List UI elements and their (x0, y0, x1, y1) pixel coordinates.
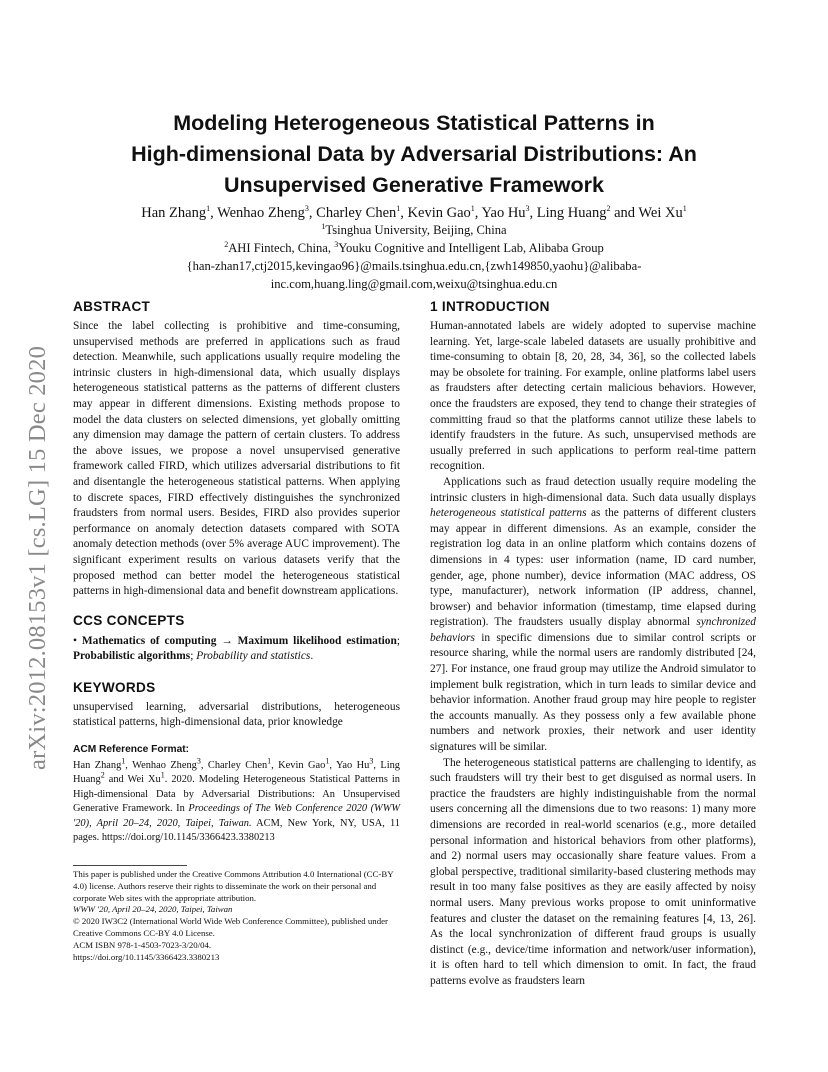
abstract-text: Since the label collecting is prohibitive and time-consuming, unsupervised methods are preferred in applications such as fraud detection. Meanwhile, such applications usually require modeling the intrinsic clusters in high-dimensional data, which usually displays heterogeneous statistical patterns as the patterns of different clusters may appear in different dimensions. Existing methods propose to model the data clusters on selected dimensions, yet globally omitting any dimension may damage the pattern of certain clusters. To address the above issues, we propose a novel unsupervised generative framework called FIRD, which utilizes adversarial distributions to fit and disentangle the heterogeneous statistical patterns. When applying to discrete spaces, FIRD effectively distinguishes the synchronized fraudsters from normal users. Besides, FIRD also provides superior performance on anomaly detection datasets compared with SOTA anomaly detection methods (over 5% average AUC improvement). The significant experiment results on various datasets verify that the proposed method can better model the heterogeneous statistical patterns in high-dimensional data and benefit downstream applications. (73, 320, 400, 598)
affiliation-text: AHI Fintech, China, (228, 241, 335, 255)
copyright-footnote (73, 869, 400, 963)
conference-note: WWW '20, April 20–24, 2020, Taipei, Taiwan (73, 904, 233, 915)
affiliation-mark: 1 (321, 221, 326, 231)
author-affiliation-mark: 1 (396, 204, 401, 214)
left-column (73, 298, 400, 846)
arxiv-stamp-text: arXiv:2012.08153v1 [cs.LG] 15 Dec 2020 (24, 345, 51, 770)
author-list (60, 204, 768, 223)
author-separator: , (308, 205, 317, 221)
affiliation-mark: 1 (121, 756, 126, 766)
author-name: Wenhao Zheng (217, 205, 305, 221)
affiliation-text: Youku Cognitive and Intelligent Lab, Alibaba Group (338, 241, 604, 255)
author-separator: , (210, 205, 218, 221)
reference-segment: , Yao Hu (329, 760, 370, 772)
title-line: Unsupervised Generative Framework (224, 173, 604, 197)
affiliation-mark: 2 (100, 771, 105, 780)
ccs-concepts-text (73, 634, 400, 665)
right-column (430, 298, 756, 990)
affiliation-mark: 3 (369, 756, 374, 766)
ccs-concept: Probabilistic algorithms (73, 650, 191, 663)
reference-segment: and Wei Xu (104, 774, 161, 786)
keywords-heading: KEYWORDS (73, 679, 156, 695)
author-affiliation-mark: 1 (682, 204, 687, 214)
emphasis: synchronized behaviors (430, 616, 756, 644)
author-name: Charley Chen (316, 205, 397, 221)
intro-paragraph-3: The heterogeneous statistical patterns are challenging to identify, as such fraudsters will try their best to get disguised as normal users. In practice the fraudsters are highly indistinguishable from the normal users concerning all the dimensions due to two reasons: 1) many more dimensions are recorded in real-world scenarios (e.g., more detailed personal information and historical behaviors from other platforms), and 2) normal users may occasionally share feature values. From a global perspective, traditional similarity-based clustering methods may result in too many false positives as they are easily affected by noisy normal users. Many previous works propose to omit uninformative features and cluster the dataset on the remaining features [4, 13, 26]. As the local synchronization of different fraud groups is usually distinct (e.g., device/time information and network/user information), it is often hard to tell which dimension to omit. In fact, the fraud patterns evolve as fraudsters learn (430, 756, 756, 987)
reference-segment: Han Zhang (73, 760, 122, 772)
acm-reference-text (73, 756, 401, 845)
author-separator: , (474, 205, 482, 221)
ccs-end: . (310, 650, 314, 663)
bullet-icon: • (73, 634, 77, 647)
reference-segment: ACM, New York, NY, USA, 11 pages. https://doi.org/10.1145/3366423.3380213 (73, 817, 400, 844)
author-name: Han Zhang (141, 205, 207, 221)
author-separator: , (529, 205, 537, 221)
intro-paragraph-2 (430, 475, 756, 756)
acm-reference-heading: ACM Reference Format: (73, 744, 190, 756)
affiliation-mark: 3 (196, 756, 201, 766)
footnote-divider (73, 865, 187, 866)
license-note: This paper is published under the Creative Commons Attribution 4.0 International (CC-BY 4.0) license. Authors reserve their rights to disseminate the work on their personal and corporate Web sites with the appropriate attribution. (73, 869, 394, 903)
copyright-note: © 2020 IW3C2 (International World Wide Web Conference Committee), published under Creative Commons CC-BY 4.0 License. (73, 916, 388, 938)
affiliation-2 (60, 240, 768, 257)
keywords-text: unsupervised learning, adversarial distributions, heterogeneous statistical patterns, high-dimensional data, prior knowledge (73, 700, 400, 729)
reference-segment: , Wenhao Zheng (125, 760, 197, 772)
author-separator: and (610, 205, 639, 221)
intro-paragraph-1: Human-annotated labels are widely adopted to supervise machine learning. Yet, large-scale labeled datasets are usually prohibitive and time-consuming to obtain [8, 20, 28, 34, 36], so the collected labels may be obsolete for training. For example, online platforms label users as fraudsters after detecting certain malicious behaviors. However, once the fraudsters are exposed, they tend to change their strategies of committing fraud so that the platforms cannot utilize these labels to identify fraudsters in the future. As such, unsupervised methods are usually preferred in such applications to perform real-time pattern recognition. (430, 320, 756, 473)
reference-segment: . 2020. Modeling Heterogeneous Statistical Patterns in High-dimensional Data by Adversarial Distributions: An Unsupervised Generative Framework. In (73, 774, 401, 815)
title-line: Modeling Heterogeneous Statistical Patterns in (173, 111, 655, 135)
author-separator: , (400, 205, 408, 221)
ccs-concept: Probability and statistics (196, 650, 311, 663)
affiliation-mark: 3 (334, 239, 339, 249)
paragraph-segment: in specific dimensions due to similar control scripts or resource sharing, while the normal users are randomly distributed [24, 27]. For instance, one fraud group may utilize the Android simulator to implement bulk registration, which in turn leads to similar device and behavior information. Another fraud group may hire people to register the accounts manually. As they possess only a few available phone numbers and network proxies, their network and user identity signatures will be similar. (430, 631, 756, 754)
isbn-note: ACM ISBN 978-1-4503-7023-3/20/04. (73, 939, 212, 950)
reference-venue: Proceedings of The Web Conference 2020 (WWW '20), April 20–24, 2020, Taipei, Taiwan. (73, 803, 400, 829)
paragraph-segment: Applications such as fraud detection usually require modeling the intrinsic clusters in high-dimensional data. Such data usually displays (430, 475, 756, 504)
affiliation-text: Tsinghua University, Beijing, China (325, 223, 507, 237)
ccs-concept: Mathematics of computing (81, 634, 217, 647)
introduction-heading: 1 INTRODUCTION (430, 299, 550, 314)
reference-segment: , Ling Huang (73, 760, 400, 786)
author-affiliation-mark: 1 (470, 204, 475, 214)
author-name: Yao Hu (481, 205, 526, 221)
reference-segment: , Charley Chen (200, 760, 268, 772)
author-name: Wei Xu (638, 205, 683, 221)
author-affiliation-mark: 1 (206, 204, 211, 214)
affiliation-1 (60, 222, 768, 239)
affiliation-mark: 1 (267, 756, 272, 766)
affiliation-mark: 1 (325, 756, 330, 766)
author-name: Ling Huang (536, 205, 607, 221)
emphasis: heterogeneous statistical patterns (430, 507, 587, 520)
author-name: Kevin Gao (407, 205, 471, 221)
author-emails-line: {han-zhan17,ctj2015,kevingao96}@mails.tsinghua.edu.cn,{zwh149850,yaohu}@alibaba- (186, 259, 642, 273)
ccs-separator: ; (190, 650, 197, 663)
paragraph-segment: as the patterns of different clusters may appear in different dimensions. As an example, consider the registration log data in an online platform which contains dozens of dimensions in 4 types: user information (name, ID card number, gender, age, phone number), device information (MAC address, OS type, manufacturer), network information (IP address, channel, browser) and behavior information (timestamp, time elapsed during registration). The fraudsters usually display abnormal (430, 507, 756, 629)
affiliation-mark: 1 (160, 771, 165, 780)
arrow-right-icon: → (216, 634, 238, 647)
author-affiliation-mark: 3 (525, 204, 530, 214)
paper-title (100, 108, 728, 201)
abstract-heading: ABSTRACT (73, 299, 151, 314)
author-emails-line: inc.com,huang.ling@gmail.com,weixu@tsinghua.edu.cn (270, 277, 558, 291)
ccs-concept: Maximum likelihood estimation (237, 634, 397, 647)
doi-note: https://doi.org/10.1145/3366423.3380213 (73, 951, 220, 962)
reference-segment: , Kevin Gao (271, 760, 326, 772)
author-affiliation-mark: 3 (304, 204, 309, 214)
title-line: High-dimensional Data by Adversarial Distributions: An (131, 142, 697, 166)
author-affiliation-mark: 2 (606, 204, 611, 214)
ccs-heading: CCS CONCEPTS (73, 612, 185, 628)
affiliation-mark: 2 (224, 239, 229, 249)
ccs-separator: ; (396, 634, 400, 647)
